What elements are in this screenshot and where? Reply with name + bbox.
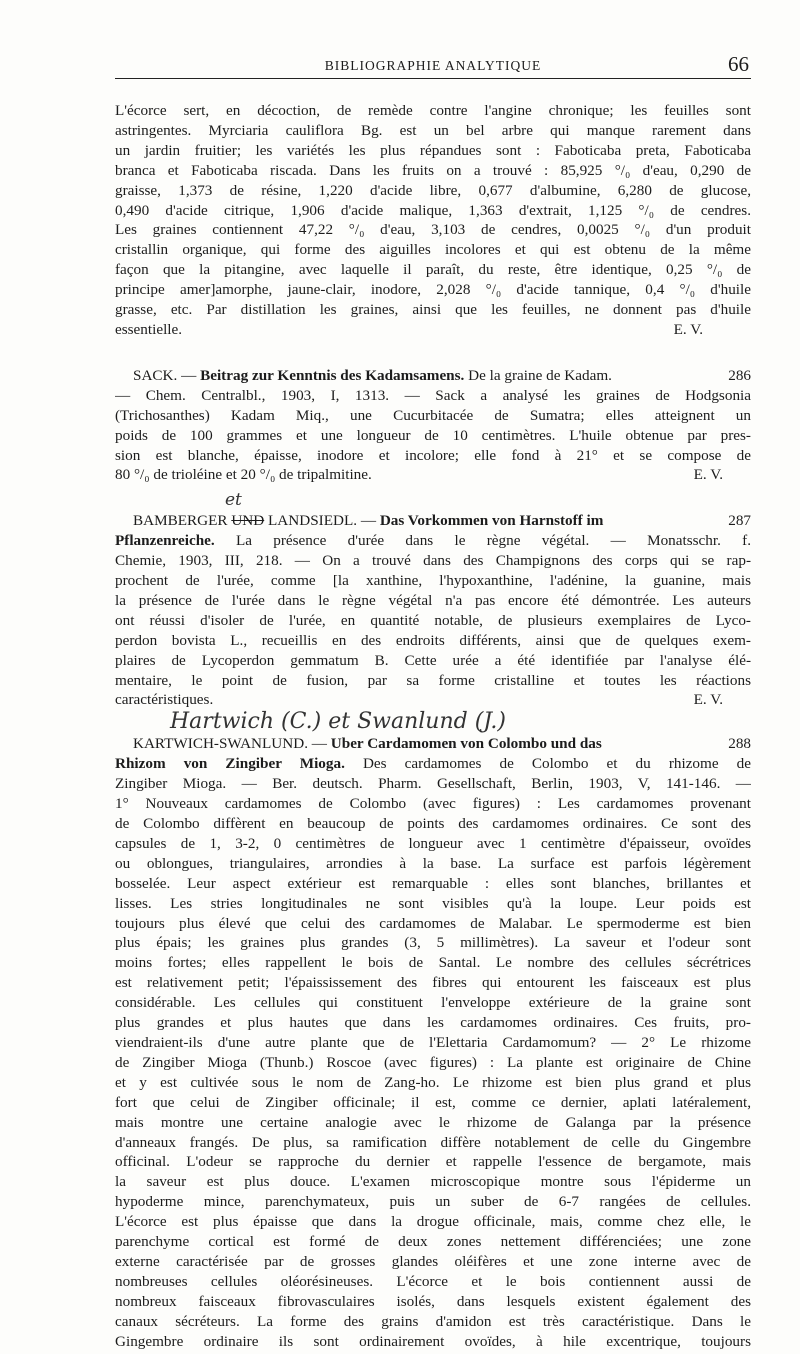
text-line: branca et Faboticaba riscada. Dans les fruits on a trouvé : 85,925 °/₀ d'eau, 0,290 de xyxy=(115,161,751,179)
header-rule xyxy=(115,78,751,79)
text-line: principe amer]amorphe, jaune-clair, inodore, 2,028 °/₀ d'acide tannique, 0,4 °/₀ d'huile xyxy=(115,281,751,299)
article-body xyxy=(115,101,751,1351)
text-line: de Zingiber Mioga (Thunb.) Roscoe (avec figures) : La plante est originaire de Chine xyxy=(115,1053,751,1071)
entry-heading: BAMBERGER UND LANDSIEDL. — Das Vorkommen von Harnstoff im 287 xyxy=(133,512,751,530)
intro-paragraph xyxy=(115,101,751,340)
running-header xyxy=(115,52,751,76)
running-title: BIBLIOGRAPHIE ANALYTIQUE xyxy=(324,58,542,73)
text-line: ont réussi d'isoler de l'urée, en quantité notable, de plusieurs exemplaires de Lyco- xyxy=(115,611,751,629)
text-line: considérable. Les cellules qui constituent l'enveloppe extérieure de la graine sont xyxy=(115,994,751,1012)
text-line: de Colombo diffèrent en beaucoup de points des cardamomes ordinaires. Ce sont des xyxy=(115,815,751,832)
text-line: Chemie, 1903, III, 218. — On a trouvé dans des Champignons des corps qui se rap- xyxy=(115,552,751,570)
signature: E. V. xyxy=(693,691,723,709)
text-line: nombreuses cellules oléorésineuses. L'écorce et le bois contiennent aussi de xyxy=(115,1272,751,1290)
entry-heading: SACK. — Beitrag zur Kenntnis des Kadamsamens. De la graine de Kadam. 286 xyxy=(133,366,751,384)
handwritten-annotation: et xyxy=(225,490,242,511)
entry-title: Uber Cardamomen von Colombo und das xyxy=(330,735,602,753)
entry-number: 286 xyxy=(728,366,751,384)
text-line: canaux sécréteurs. La forme des grains d'amidon est très caractéristique. Dans le xyxy=(115,1312,751,1330)
text-line: perdon bovista L., recueillis en des endroits différents, ainsi que de quelques exem- xyxy=(115,631,751,649)
text-line: hypoderme mince, parenchymateux, puis un suber de 6-7 rangées de cellules. xyxy=(115,1193,751,1211)
text-line-end: 80 °/₀ de trioléine et 20 °/₀ de tripalmitine. xyxy=(115,466,372,484)
text-line: prochent de l'urée, comme [la xanthine, l'hypoxanthine, l'adénine, la guanine, mais xyxy=(115,572,751,590)
signature: E. V. xyxy=(693,466,723,484)
text-line-end: essentielle. xyxy=(115,320,183,338)
text-line: cristallin organique, qui forme des aiguilles incolores et qui est obtenu de la même xyxy=(115,241,751,259)
text-line: lisses. Les stries longitudinales ne sont visibles qu'à la loupe. Leur poids est xyxy=(115,894,751,912)
text-line: et y est cultivée sous le nom de Zang-ho. Le rhizome est bien plus grand et plus xyxy=(115,1073,751,1091)
text-line: un jardin fruitier; les variétés les plus répandues sont : Faboticaba preta, Faboticaba xyxy=(115,141,751,159)
text-line: Gingembre ordinaire ils sont ordinairement ovoïdes, à hile excentrique, toujours xyxy=(115,1332,751,1350)
entry-heading-cont xyxy=(115,754,751,774)
entry-title: Pflanzenreiche. xyxy=(115,532,215,550)
text-line: la présence de l'urée dans le règne végétal n'a pas encore été démontrée. Les auteurs xyxy=(115,591,751,609)
text-line: Les graines contiennent 47,22 °/₀ d'eau, 3,103 de cendres, 0,0025 °/₀ d'un produit xyxy=(115,221,751,239)
text-line: graisse, 1,373 de résine, 1,220 d'acide libre, 0,677 d'albumine, 6,280 de glucose, xyxy=(115,181,751,199)
text-line: moins fortes; elles rappellent le bois de Santal. Le nombre des cellules sécrétrices xyxy=(115,954,751,972)
entry-286 xyxy=(115,366,751,485)
text-line: poids de 100 grammes et une longueur de 10 centimètres. L'huile obtenue par pres- xyxy=(115,426,751,444)
text-line xyxy=(115,320,751,340)
text-line: 0,490 d'acide citrique, 1,906 d'acide malique, 1,363 d'extrait, 1,125 °/₀ de cendres. xyxy=(115,201,751,219)
text-line: 1° Nouveaux cardamomes de Colombo (avec figures) : Les cardamomes provenant xyxy=(115,795,751,813)
text-line: parenchyme cortical est formé de deux zones nettement différenciées; une zone xyxy=(115,1233,751,1251)
text-line: capsules de 1, 3-2, 0 centimètres de longueur avec 1 centimètre d'épaisseur, ovoïdes xyxy=(115,834,751,852)
text-line: mentaire, le point de fusion, par sa forme cristalline et toutes les réactions xyxy=(115,671,751,689)
text-line: plus épais; les graines plus grandes (3, 5 millimètres). La saveur et l'odeur sont xyxy=(115,934,751,952)
text-line: — Chem. Centralbl., 1903, I, 1313. — Sack a analysé les graines de Hodgsonia xyxy=(115,386,751,404)
text-line: la saveur est plus douce. L'examen microscopique montre sous l'épiderme un xyxy=(115,1173,751,1191)
text-line: nombreux faisceaux fibrovasculaires isolés, dans lesquels existent également des xyxy=(115,1292,751,1310)
entry-288-lines xyxy=(115,774,751,1351)
text-line: façon que la pitangine, avec laquelle il paraît, du reste, être identique, 0,25 °/₀ de xyxy=(115,261,751,279)
text-line: externe caractérisée par de grosses glandes oléifères et une zone interne avec de xyxy=(115,1252,751,1270)
text-line: grasse, etc. Par distillation les graines, ainsi que les feuilles, ne donnent pas d'huile xyxy=(115,301,751,319)
text-line: toujours plus élevé que celui des cardamomes de Malabar. Le spermoderme est bien xyxy=(115,914,751,932)
entry-author: BAMBERGER xyxy=(133,512,228,530)
page-number: 66 xyxy=(728,52,749,76)
text-line xyxy=(115,465,751,485)
text-line-end: caractéristiques. xyxy=(115,691,214,709)
text-line: fort que celui de Zingiber officinale; il est, comme ce dernier, aplati latéralement, xyxy=(115,1093,751,1111)
entry-title: Das Vorkommen von Harnstoff im xyxy=(379,512,604,530)
text-line: sion est blanche, épaisse, inodore et incolore; elle fond à 21° et se compose de xyxy=(115,446,751,464)
text-line: ou oblongues, triangulaires, arrondies à la base. La surface est parfois légèrement xyxy=(115,854,751,872)
entry-title-translation: De la graine de Kadam. xyxy=(468,366,612,384)
text-line: L'écorce est plus épaisse que dans la drogue officinale, mais, comme chez elle, le xyxy=(115,1213,751,1231)
signature: E. V. xyxy=(673,320,703,338)
entry-title: Beitrag zur Kenntnis des Kadamsamens. xyxy=(200,366,465,384)
text-line: viendraient-ils d'une autre plante que de l'Elettaria Cardamomum? — 2° Le rhizome xyxy=(115,1033,751,1051)
text-line: astringentes. Myrciaria cauliflora Bg. est un bel arbre qui manque rarement dans xyxy=(115,121,751,139)
entry-heading-cont xyxy=(115,531,751,551)
text-line: est relativement petit; l'épaississement des fibres qui entourent les faisceaux est plus xyxy=(115,974,751,992)
text-line: mais montre une certaine analogie avec le rhizome de Galanga par la présence xyxy=(115,1113,751,1131)
entry-title: Rhizom von Zingiber Mioga. xyxy=(115,755,345,773)
text-line xyxy=(115,690,751,710)
entry-287 xyxy=(115,489,751,710)
entry-heading: KARTWICH-SWANLUND. — Uber Cardamomen von Colombo und das 288 xyxy=(133,735,751,753)
entry-author: KARTWICH-SWANLUND. xyxy=(133,735,308,753)
entry-288 xyxy=(115,710,751,1351)
entry-title-translation: Des cardamomes de Colombo et du rhizome de xyxy=(362,755,751,773)
text-line: officinal. L'odeur se rapproche du dernier et rappelle l'essence de bergamote, mais xyxy=(115,1153,751,1171)
text-line: L'écorce sert, en décoction, de remède contre l'angine chronique; les feuilles sont xyxy=(115,102,751,119)
text-line: plaires de Lycoperdon gemmatum B. Cette urée a été identifiée par l'analyse élé- xyxy=(115,651,751,669)
entry-title-translation: La présence d'urée dans le règne végétal. — Monatsschr. f. xyxy=(235,532,751,550)
page xyxy=(115,52,751,1351)
entry-number: 288 xyxy=(728,735,751,753)
entry-author: LANDSIEDL. xyxy=(268,512,358,530)
handwritten-annotation: Hartwich (C.) et Swanlund (J.) xyxy=(170,709,506,735)
struck-word: UND xyxy=(231,512,265,530)
text-line: (Trichosanthes) Kadam Miq., une Cucurbitacée de Sumatra; elles atteignent un xyxy=(115,406,751,424)
text-line: Zingiber Mioga. — Ber. deutsch. Pharm. Gesellschaft, Berlin, 1903, V, 141-146. — xyxy=(115,775,751,793)
entry-number: 287 xyxy=(728,512,751,530)
text-line: d'anneaux frangés. De plus, sa ramification diffère notablement de celle du Gingembre xyxy=(115,1133,751,1151)
text-line: plus grandes et plus hautes que dans les cardamomes ordinaires. Ces fruits, pro- xyxy=(115,1014,751,1032)
entry-author: SACK. xyxy=(133,366,178,384)
text-line: bosselée. Leur aspect extérieur est remarquable : elles sont blanches, brillantes et xyxy=(115,874,751,892)
